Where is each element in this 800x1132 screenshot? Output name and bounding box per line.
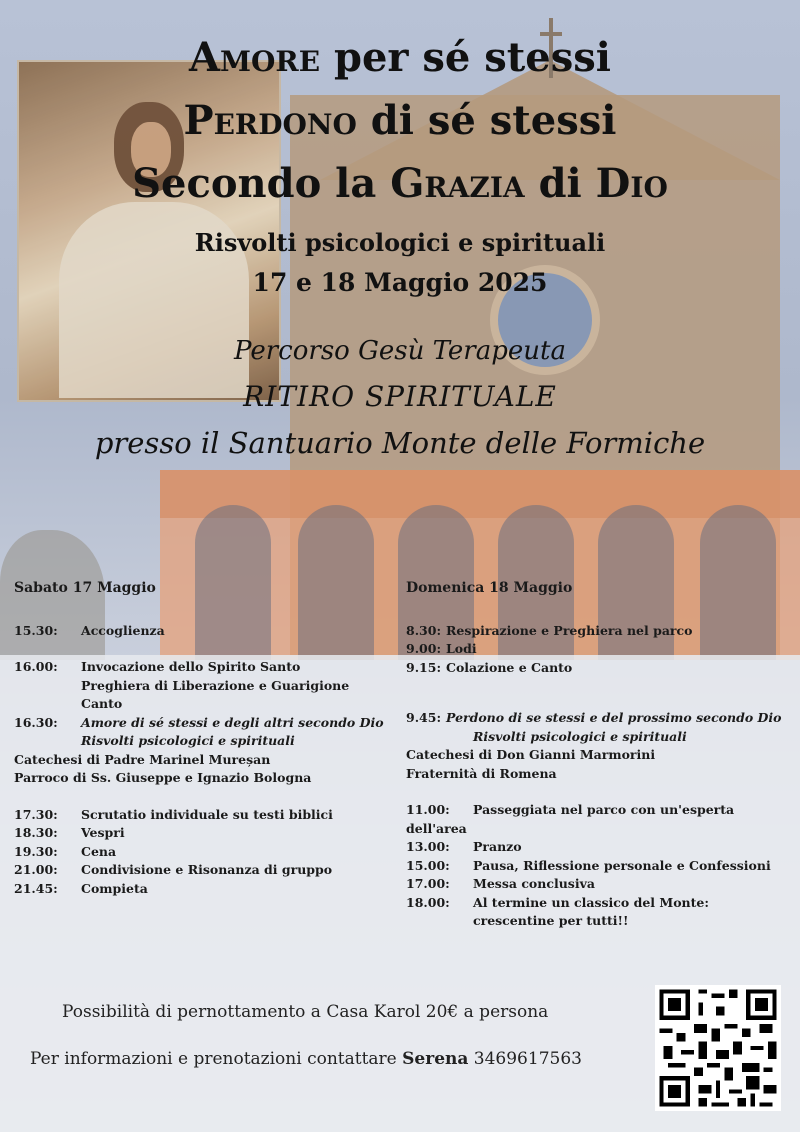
path-name: Percorso Gesù Terapeuta [234,336,566,366]
venue: presso il Santuario Monte delle Formiche [94,426,706,460]
sunday-community: Fraternità di Romena [406,765,557,781]
saturday-title: Sabato 17 Maggio [14,580,156,596]
list-item: Risvolti psicologici e spirituali [81,733,295,748]
list-item: 21.00: Condivisione e Risonanza di gruppo [14,862,333,877]
title-line-3: Secondo la Grazia di Dio [132,160,668,207]
list-item-continuation: dell'area [406,820,467,836]
lodging-info: Possibilità di pernottamento a Casa Karol 20€ a persona [62,1002,549,1022]
list-item: 16.00: Invocazione dello Spirito Santo [14,659,301,674]
list-item: 8.30: Respirazione e Preghiera nel parco [406,622,693,638]
title-line-1: Amore per sé stessi [189,34,611,81]
list-item: 15.30: Accoglienza [14,622,165,638]
list-item: 18.00: Al termine un classico del Monte: [406,894,709,910]
list-item: 18.30: Vespri [14,825,125,840]
list-item: 11.00: Passeggiata nel parco con un'esperta [406,802,735,817]
list-item: 9.45: Perdono di se stessi e del prossimo secondo Dio [406,710,782,725]
subtitle: Risvolti psicologici e spirituali [194,228,606,257]
sunday-title: Domenica 18 Maggio [406,580,573,596]
retreat-label: RITIRO SPIRITUALE [243,380,557,413]
title-line-2: Perdono di sé stessi [183,97,617,144]
list-item: 13.00: Pranzo [406,839,522,854]
sunday-schedule [406,579,791,931]
qr-code-icon[interactable] [655,985,781,1111]
list-item: 15.00: Pausa, Riflessione personale e Confessioni [406,857,771,873]
list-item: Canto [81,696,123,711]
sunday-catechist: Catechesi di Don Gianni Marmorini [406,747,656,762]
list-item: crescentine per tutti!! [473,913,629,928]
list-item: 21.45: Compieta [14,880,148,896]
event-dates: 17 e 18 Maggio 2025 [252,268,548,297]
list-item: 16.30: Amore di sé stessi e degli altri secondo Dio [14,714,384,730]
list-item: 17.00: Messa conclusiva [406,876,595,891]
contact-name: Serena [402,1049,469,1069]
saturday-catechist: Catechesi di Padre Marinel Mureșan [14,751,271,767]
contact-phone: 3469617563 [468,1049,582,1069]
list-item: 9.00: Lodi [406,641,477,656]
list-item: Preghiera di Liberazione e Guarigione [81,677,350,693]
saturday-parish: Parroco di Ss. Giuseppe e Ignazio Bologna [14,770,312,785]
list-item: 17.30: Scrutatio individuale su testi biblici [14,806,333,822]
contact-info: Per informazioni e prenotazioni contattare Serena 3469617563 [30,1049,582,1069]
sunday-talk-subtitle: Risvolti psicologici e spirituali [473,728,687,744]
list-item: 19.30: Cena [14,843,117,859]
saturday-schedule [14,579,394,898]
list-item: 9.15: Colazione e Canto [406,659,573,675]
